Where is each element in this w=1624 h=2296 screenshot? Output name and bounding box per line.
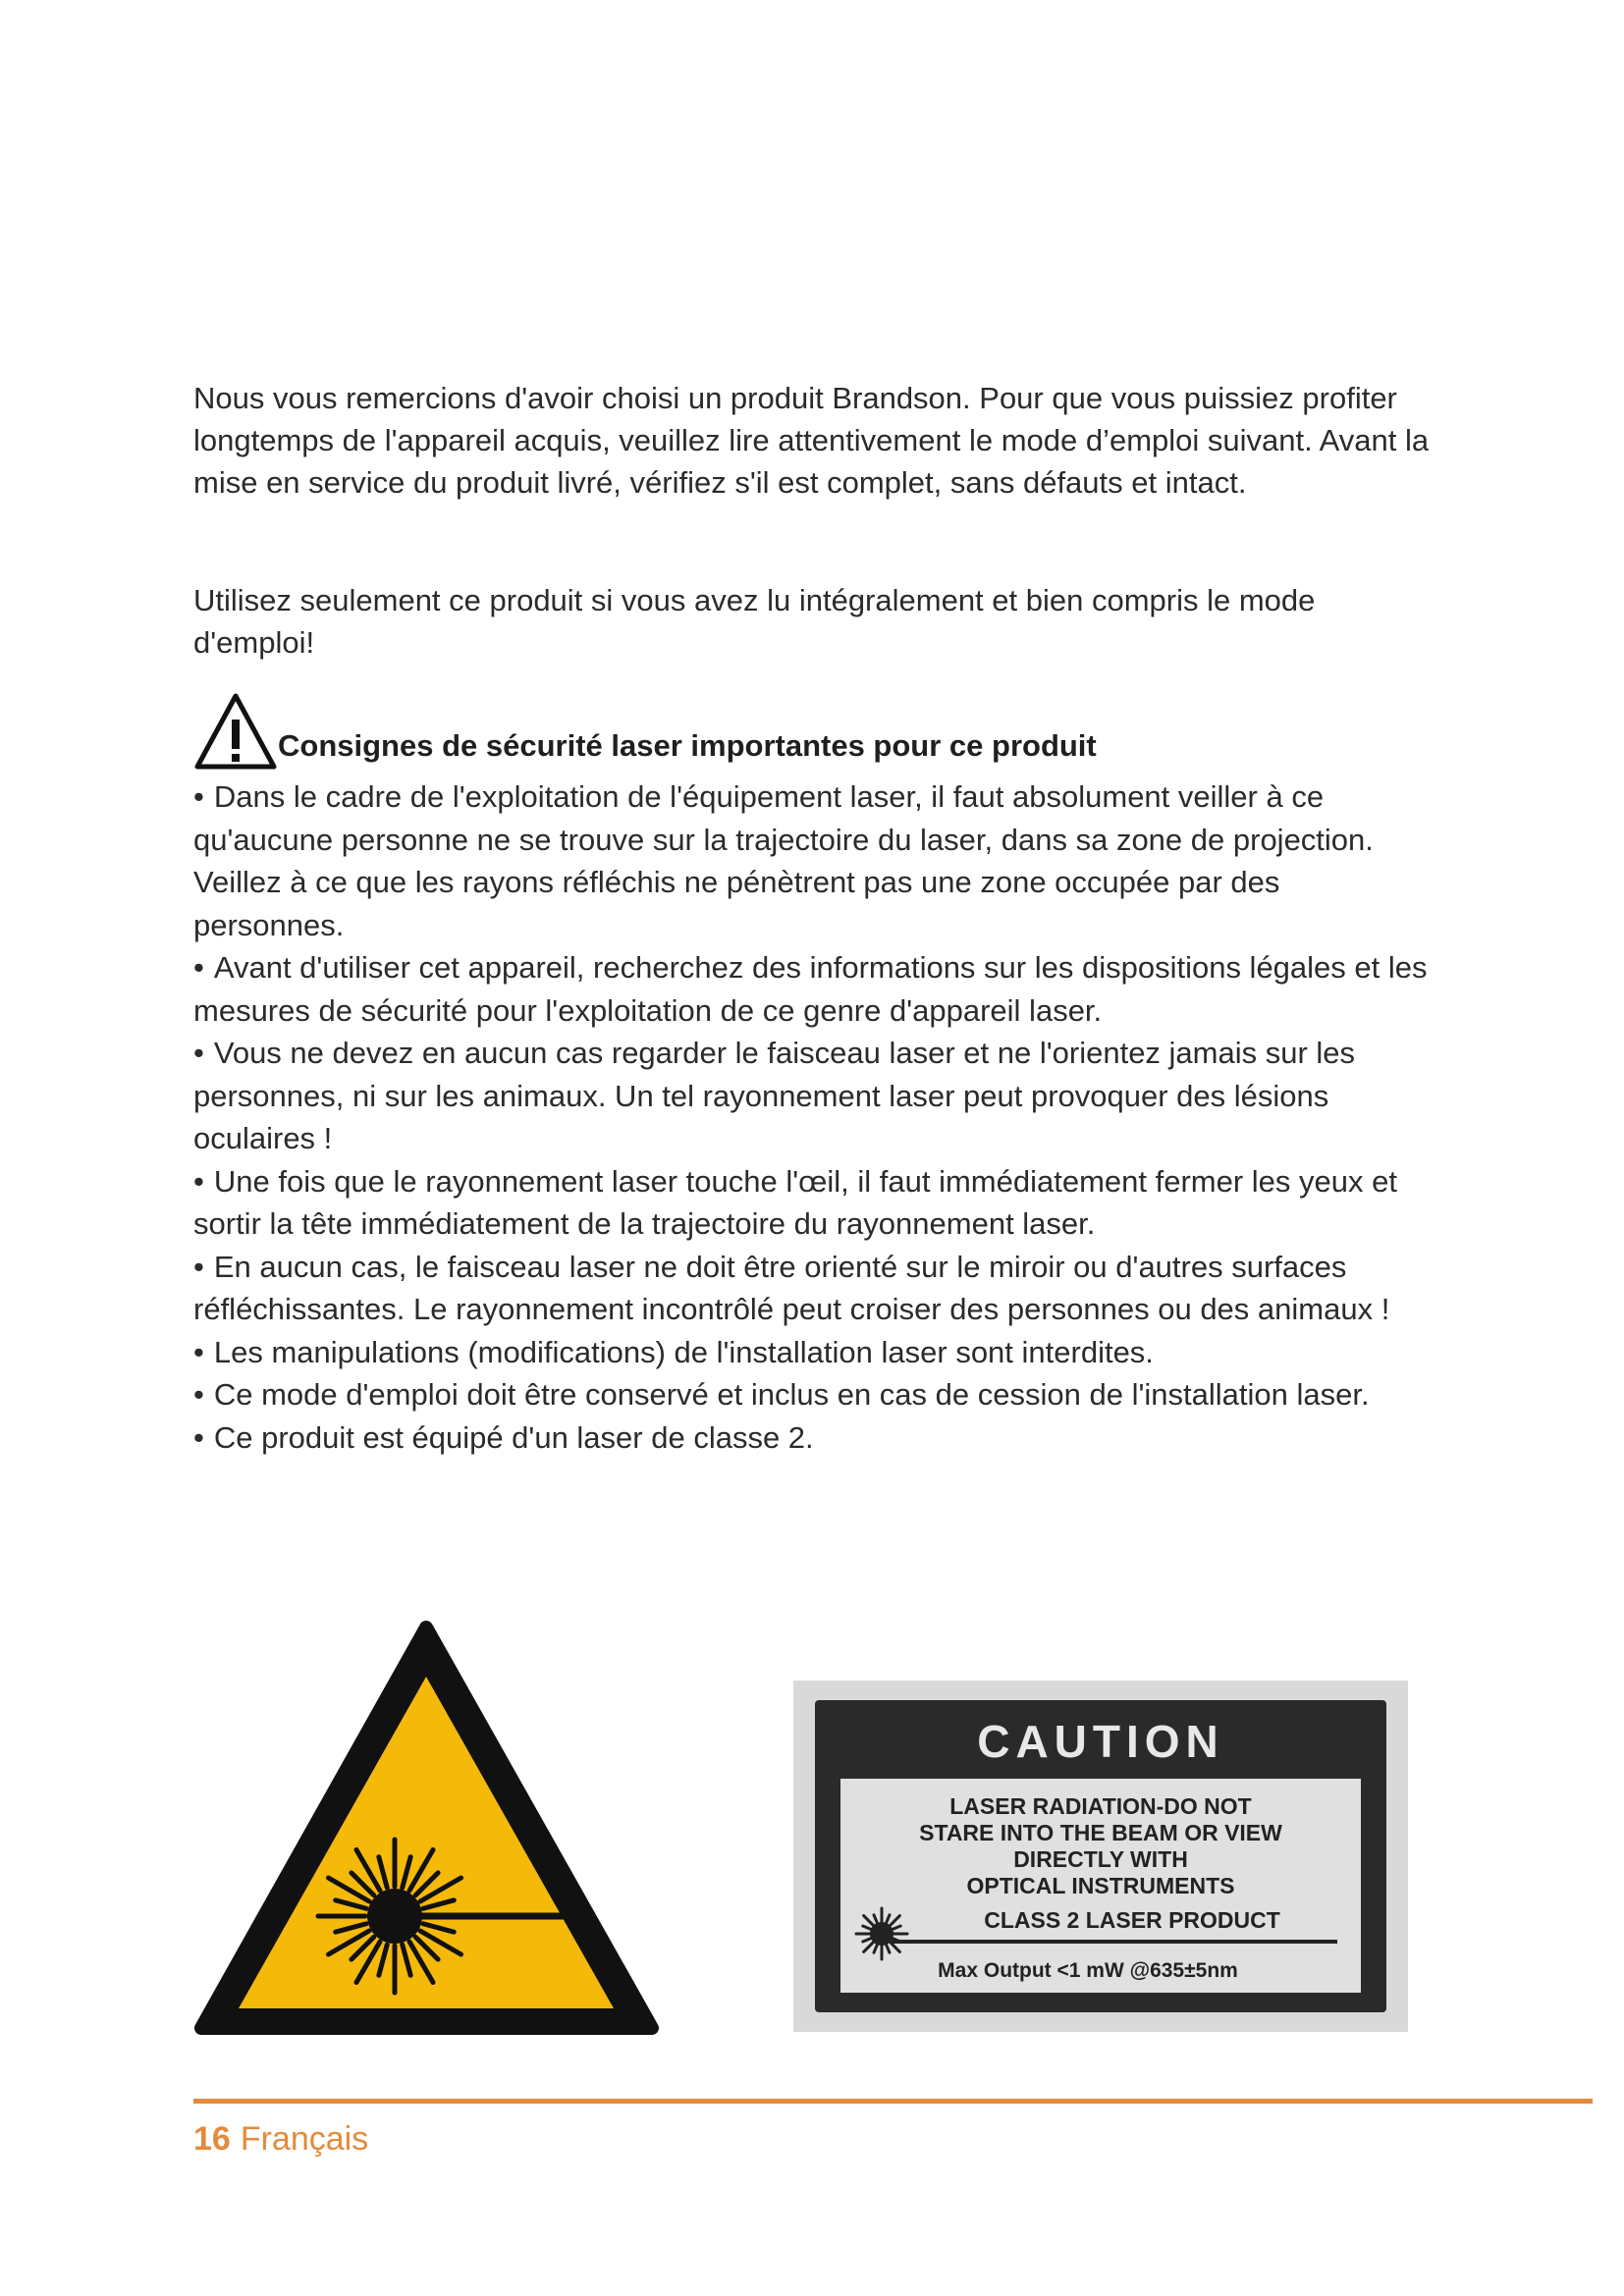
caution-title: CAUTION <box>977 1716 1224 1767</box>
warning-triangle-icon <box>193 692 278 771</box>
intro-paragraph <box>193 377 1431 504</box>
caution-line-3: DIRECTLY WITH <box>1013 1846 1188 1872</box>
footer-language: Français <box>240 2120 369 2158</box>
safety-bullet: • Dans le cadre de l'exploitation de l'équipement laser, il faut absolument veiller à ce qu'aucune personne ne se trouve sur la trajectoire du laser, dans sa zone de projection. Veillez à ce que les rayons réfléchis ne pénètrent pas une zone occupée par des personnes. <box>193 775 1431 946</box>
safety-bullet: • Les manipulations (modifications) de l'installation laser sont interdites. <box>193 1331 1431 1374</box>
safety-bullet: • Ce mode d'emploi doit être conservé et inclus en cas de cession de l'installation laser. <box>193 1373 1431 1416</box>
caution-label <box>793 1681 1408 2032</box>
page-footer <box>193 2120 368 2159</box>
footer-divider <box>193 2099 1593 2104</box>
laser-hazard-icon <box>193 1620 660 2037</box>
page-number: 16 <box>193 2120 231 2158</box>
caution-class: CLASS 2 LASER PRODUCT <box>984 1907 1280 1933</box>
caution-line-2: STARE INTO THE BEAM OR VIEW <box>919 1820 1282 1845</box>
safety-bullet: • Ce produit est équipé d'un laser de classe 2. <box>193 1416 1431 1460</box>
safety-bullet: • Vous ne devez en aucun cas regarder le faisceau laser et ne l'orientez jamais sur les personnes, ni sur les animaux. Un tel rayonnement laser peut provoquer des lésions oculaires ! <box>193 1032 1431 1160</box>
caution-output: Max Output <1 mW @635±5nm <box>938 1959 1238 1982</box>
read-manual-text: Utilisez seulement ce produit si vous avez lu intégralement et bien compris le mode d'emploi! <box>193 583 1316 660</box>
safety-heading <box>193 687 1097 775</box>
read-manual-note <box>193 579 1431 664</box>
caution-line-4: OPTICAL INSTRUMENTS <box>966 1873 1235 1898</box>
intro-text: Nous vous remercions d'avoir choisi un produit Brandson. Pour que vous puissiez profiter longtemps de l'appareil acquis, veuillez lire attentivement le mode d’emploi suivant. Avant la mise en service du produit livré, vérifiez s'il est complet, sans défauts et intact. <box>193 381 1430 500</box>
safety-heading-text: Consignes de sécurité laser importantes pour ce produit <box>278 728 1097 763</box>
safety-bullet-list <box>193 775 1431 1459</box>
safety-bullet: • Avant d'utiliser cet appareil, recherchez des informations sur les dispositions légales et les mesures de sécurité pour l'exploitation de ce genre d'appareil laser. <box>193 946 1431 1032</box>
safety-bullet: • En aucun cas, le faisceau laser ne doit être orienté sur le miroir ou d'autres surfaces réfléchissantes. Le rayonnement incontrôlé peut croiser des personnes ou des animaux ! <box>193 1246 1431 1331</box>
safety-bullet: • Une fois que le rayonnement laser touche l'œil, il faut immédiatement fermer les yeux et sortir la tête immédiatement de la trajectoire du rayonnement laser. <box>193 1160 1431 1246</box>
caution-line-1: LASER RADIATION-DO NOT <box>949 1793 1252 1819</box>
